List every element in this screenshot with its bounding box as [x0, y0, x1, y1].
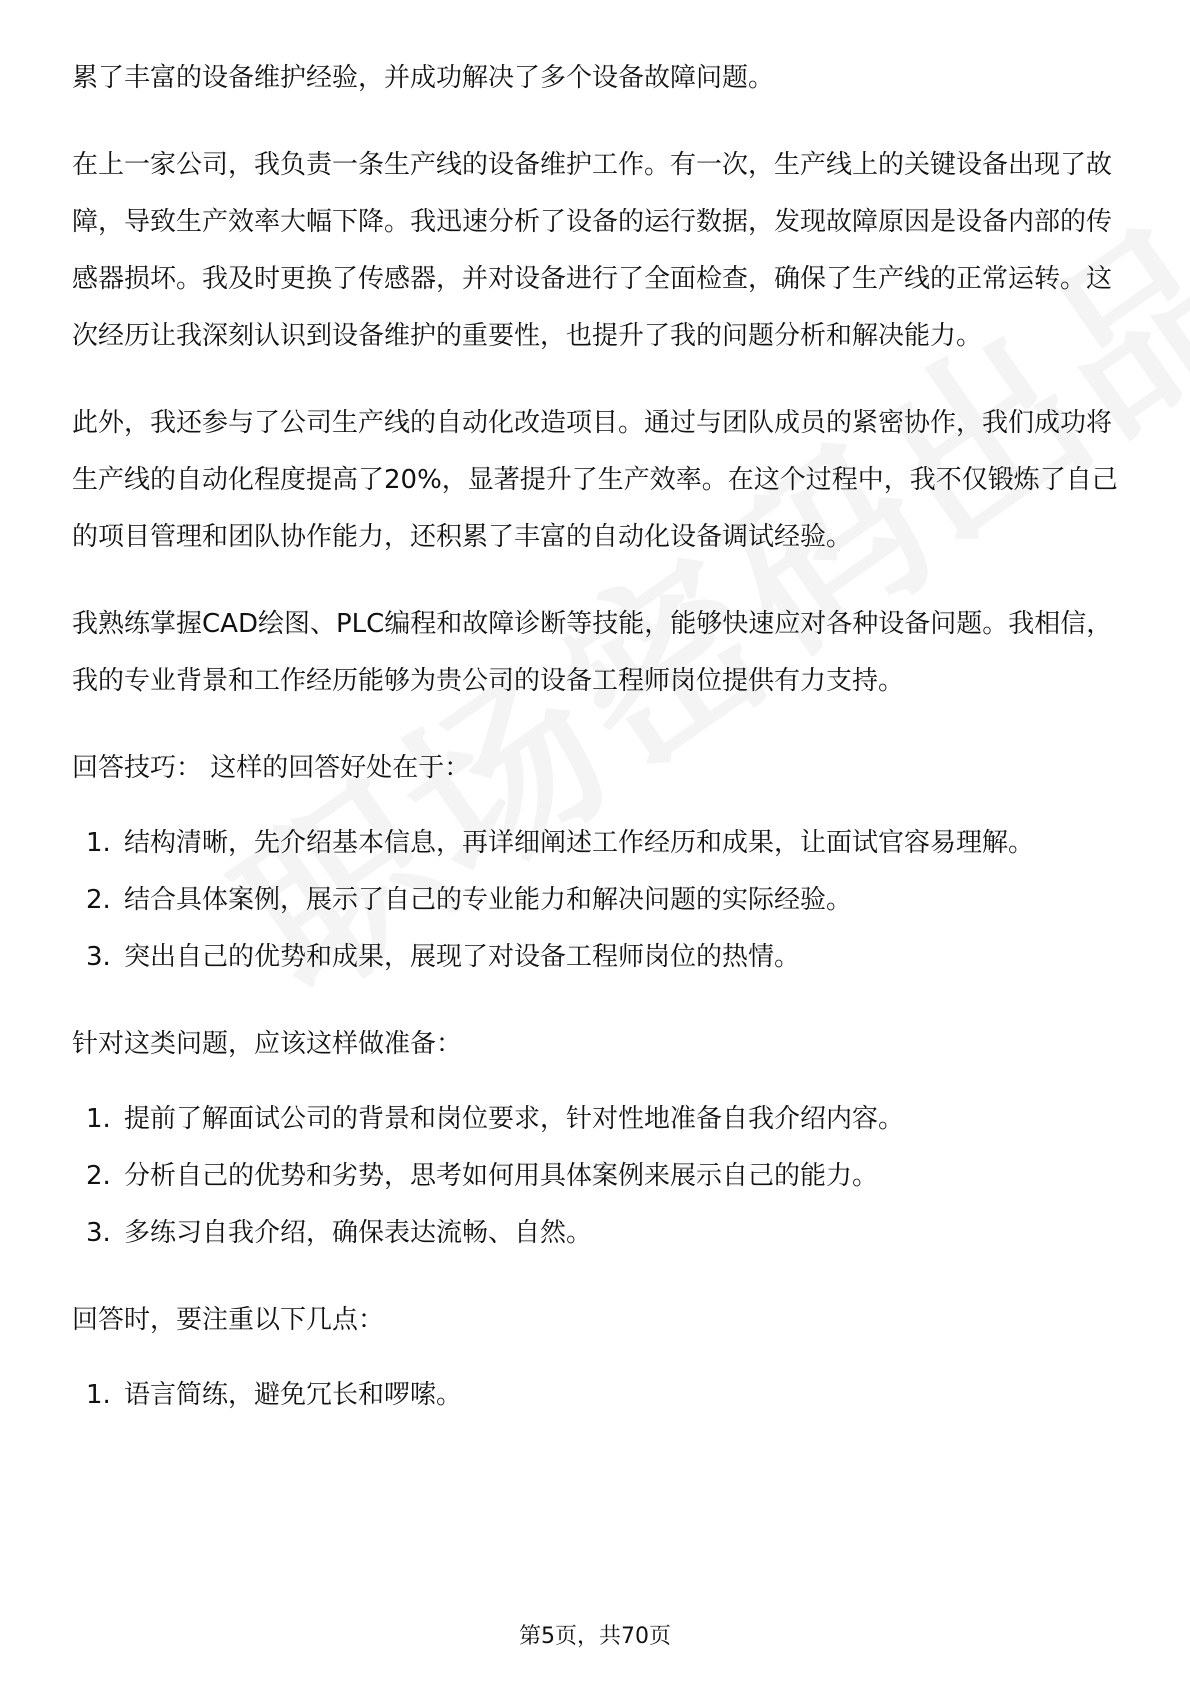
tips-heading: 回答技巧： 这样的回答好处在于： — [72, 753, 471, 783]
list-item-text: 结合具体案例，展示了自己的专业能力和解决问题的实际经验。 — [124, 885, 853, 915]
prep-heading: 针对这类问题，应该这样做准备： — [72, 1029, 463, 1059]
notes-list — [72, 1367, 1118, 1424]
tips-list — [72, 815, 1118, 986]
list-item — [72, 1091, 1118, 1148]
list-item — [72, 815, 1118, 872]
list-item-text: 提前了解面试公司的背景和岗位要求，针对性地准备自我介绍内容。 — [124, 1104, 905, 1134]
list-number: 3. — [86, 942, 111, 972]
list-item-text: 结构清晰，先介绍基本信息，再详细阐述工作经历和成果，让面试官容易理解。 — [124, 828, 1035, 858]
list-number: 1. — [86, 828, 111, 858]
paragraph-automation: 此外，我还参与了公司生产线的自动化改造项目。通过与团队成员的紧密协作，我们成功将生产线的自动化程度提高了20%，显著提升了生产效率。在这个过程中，我不仅锻炼了自己的项目管理和团队协作能力，还积累了丰富的自动化设备调试经验。 — [72, 408, 1118, 552]
prep-list — [72, 1091, 1118, 1262]
page-number-footer: 第5页，共70页 — [519, 1624, 671, 1649]
list-number: 2. — [86, 1161, 111, 1191]
list-number: 1. — [86, 1104, 111, 1134]
list-item-text: 语言简练，避免冗长和啰嗦。 — [124, 1380, 463, 1410]
paragraph-skills: 我熟练掌握CAD绘图、PLC编程和故障诊断等技能，能够快速应对各种设备问题。我相信，我的专业背景和工作经历能够为贵公司的设备工程师岗位提供有力支持。 — [72, 609, 1113, 696]
notes-heading: 回答时，要注重以下几点： — [72, 1305, 385, 1335]
list-number: 1. — [86, 1380, 111, 1410]
list-item — [72, 1367, 1118, 1424]
list-item — [72, 1205, 1118, 1262]
list-item — [72, 872, 1118, 929]
list-number: 3. — [86, 1218, 111, 1248]
paragraph-experience: 在上一家公司，我负责一条生产线的设备维护工作。有一次，生产线上的关键设备出现了故障，导致生产效率大幅下降。我迅速分析了设备的运行数据，发现故障原因是设备内部的传感器损坏。我及时更换了传感器，并对设备进行了全面检查，确保了生产线的正常运转。这次经历让我深刻认识到设备维护的重要性，也提升了我的问题分析和解决能力。 — [72, 150, 1113, 351]
page-content — [72, 50, 1118, 1424]
list-item — [72, 1148, 1118, 1205]
paragraph-continuation: 累了丰富的设备维护经验，并成功解决了多个设备故障问题。 — [72, 63, 775, 93]
list-item-text: 突出自己的优势和成果，展现了对设备工程师岗位的热情。 — [124, 942, 801, 972]
list-item-text: 多练习自我介绍，确保表达流畅、自然。 — [124, 1218, 593, 1248]
list-number: 2. — [86, 885, 111, 915]
list-item-text: 分析自己的优势和劣势，思考如何用具体案例来展示自己的能力。 — [124, 1161, 879, 1191]
list-item — [72, 929, 1118, 986]
